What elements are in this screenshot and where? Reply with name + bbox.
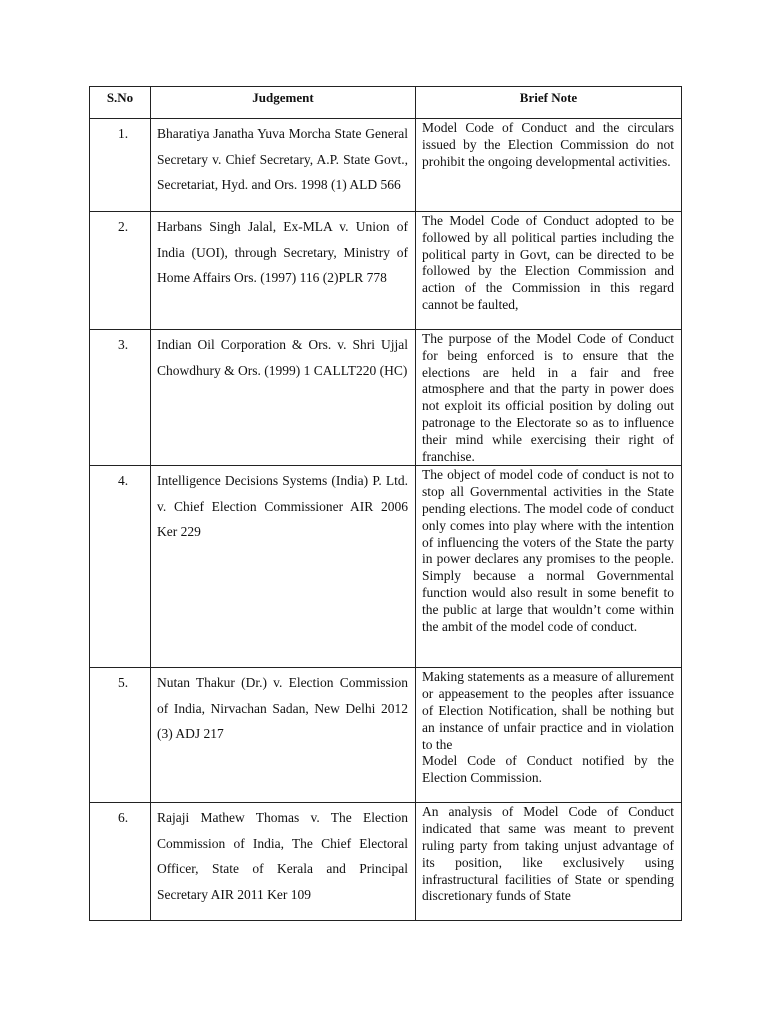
header-brief-note: Brief Note [416,87,682,119]
row-judgement: Harbans Singh Jalal, Ex-MLA v. Union of India (UOI), through Secretary, Ministry of Home Affairs Ors. (1997) 116 (2)PLR 778 [151,212,416,330]
row-judgement: Indian Oil Corporation & Ors. v. Shri Ujjal Chowdhury & Ors. (1999) 1 CALLT220 (HC) [151,330,416,466]
row-judgement: Bharatiya Janatha Yuva Morcha State General Secretary v. Chief Secretary, A.P. State Govt., Secretariat, Hyd. and Ors. 1998 (1) ALD 566 [151,119,416,212]
row-sno: 3. [90,330,151,466]
judgements-table [89,86,682,921]
row-brief-note: The object of model code of conduct is not to stop all Governmental activities in the State pending elections. The model code of conduct only comes into play where with the intention of influencing the voters of the State the party in power declares any promises to the people. Simply because a normal Governmental function would also result in some benefit to the public at large that wouldn’t come within the ambit of the model code of conduct. [416,466,682,668]
brief-note-line: Model Code of Conduct notified by the Election Commission. [422,753,674,786]
row-brief-note: The purpose of the Model Code of Conduct for being enforced is to ensure that the elections are held in a fair and free atmosphere and that the party in power does not exploit its official position by doling out patronage to the Electorate so as to influence their mind while exercising their right of franchise. [416,330,682,466]
row-judgement: Nutan Thakur (Dr.) v. Election Commission of India, Nirvachan Sadan, New Delhi 2012 (3) ADJ 217 [151,668,416,803]
header-sno: S.No [90,87,151,119]
table-row [90,466,682,668]
header-judgement: Judgement [151,87,416,119]
brief-note-line: Making statements as a measure of allurement or appeasement to the peoples after issuance of Election Notification, shall be nothing but an instance of unfair practice and in violation to the [422,669,674,752]
row-brief-note: Model Code of Conduct and the circulars issued by the Election Commission do not prohibit the ongoing developmental activities. [416,119,682,212]
row-judgement: Rajaji Mathew Thomas v. The Election Commission of India, The Chief Electoral Officer, State of Kerala and Principal Secretary AIR 2011 Ker 109 [151,803,416,921]
row-brief-note: The Model Code of Conduct adopted to be followed by all political parties including the political party in Govt, can be directed to be followed by the Election Commission and action of the Commission in this regard cannot be faulted, [416,212,682,330]
table-row [90,803,682,921]
row-brief-note: An analysis of Model Code of Conduct indicated that same was meant to prevent ruling party from taking unjust advantage of its position, like exclusively using infrastructural facilities of State or spending discretionary funds of State [416,803,682,921]
table-row [90,668,682,803]
table-header-row [90,87,682,119]
table-row [90,330,682,466]
table-row [90,212,682,330]
row-sno: 6. [90,803,151,921]
row-sno: 2. [90,212,151,330]
table-row [90,119,682,212]
row-sno: 4. [90,466,151,668]
row-sno: 5. [90,668,151,803]
row-judgement: Intelligence Decisions Systems (India) P. Ltd. v. Chief Election Commissioner AIR 2006 Ker 229 [151,466,416,668]
row-sno: 1. [90,119,151,212]
row-brief-note [416,668,682,803]
